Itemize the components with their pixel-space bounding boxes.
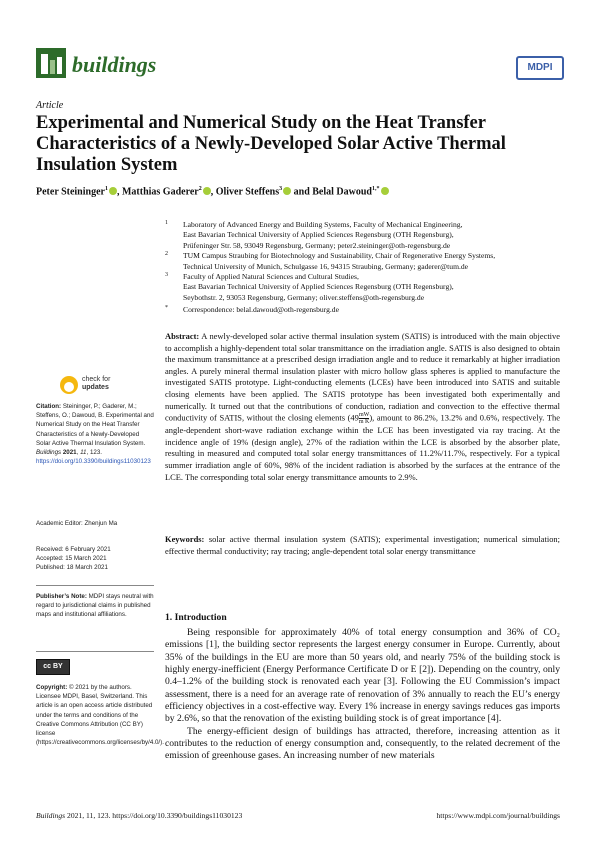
orcid-icon[interactable]	[283, 187, 291, 195]
cc-by-license-icon[interactable]: cc BY	[36, 659, 70, 675]
keywords: Keywords: solar active thermal insulation system (SATIS); experimental investigation; numerical simulation; effective thermal conductivity; ray tracing; angle-dependent total solar energy transmittance	[165, 534, 560, 556]
journal-logo-icon	[36, 48, 66, 78]
author-affil-sup: 3	[279, 186, 283, 192]
footer-journal-url[interactable]: https://www.mdpi.com/journal/buildings	[436, 811, 560, 820]
accepted-date: Accepted: 15 March 2021	[36, 555, 107, 563]
academic-editor: Academic Editor: Zhenjun Ma	[36, 520, 118, 527]
received-date: Received: 6 February 2021	[36, 546, 111, 553]
orcid-icon[interactable]	[203, 187, 211, 195]
author-name: Belal Dawoud	[312, 186, 372, 198]
article-type: Article	[36, 100, 64, 111]
section-body	[165, 627, 560, 763]
abstract: Abstract: A newly-developed solar active thermal insulation system (SATIS) is introduced with the main objective to accomplish a highly-dependent total solar transmittance on the irradiation angle. SATIS is also designed to obtain the maximum transmittance at a prescribed design irradiation angle and to reduce it remarkably at higher irradiation angles. A purely mineral thermal insulation plaster with micro hollow glass spheres is applied to manufacture the investigated SATIS prototype. Light-conducting elements (LCEs) have been introduced into SATIS and suitable closing elements have been applied. The SATIS prototype has been investigated both experimentally and numerically. It turned out that the contributions of conduction, radiation and convection to the effective thermal conductivity of SATIS, without the closing elements (49 $\frac{mW}{\text{m K}}$ ), amount to 86.2%, 13.2% and 0.6%, respectively. The angle-dependent short-wave radiation exchange within the LCE has been investigated via ray tracing. At the incidence angle of 19% (design angle), 27% of the radiation within the LCE is absorbed by the absorber plate, resulting in measured and computed total solar energy transmittances of 11.2%/11.7%, respectively. For a typical summer irradiation angle of 60%, 98% of the incident radiation is absorbed by the surfaces at the entrance of the LCE. The corresponding total solar energy transmittance amounts to 2.9%.	[165, 331, 560, 482]
author-list: Peter Steininger$^1$ , Matthias Gaderer$^2$ , Oliver Steffens$^3$ and Belal Dawoud$^{1,*}$	[36, 186, 561, 197]
check-updates-icon	[60, 376, 78, 394]
author-name: Matthias Gaderer	[121, 186, 199, 198]
author-affil-sup: 1,*	[372, 186, 380, 192]
publisher-logo[interactable]: MDPI	[516, 56, 564, 80]
copyright-block: Copyright: © 2021 by the authors. Licensee MDPI, Basel, Switzerland. This article is an open access article distributed under the terms and conditions of the Creative Commons Attribution (CC BY) license (https://creativecommons.org/licenses/by/4.0/).	[36, 684, 164, 747]
paragraph: Being responsible for approximately 40% of total energy consumption and 36% of CO₂ emissions [1], the building sector represents the largest energy consumer in Europe. Currently, about 35% of the buildings in the EU are more than 50 years old, and nearly 75% of the building stock is highly energy-inefficient (Energy Performance Certificate D or E [2]). Depending on the country, only 0.4–1.2% of the building stock is renovated each year [3]. Following the EU Commission’s impact assessment, there is a need for an average rate of renovation of 3% annually to reach the EU’s energy efficiency objectives in a cost-effective way. Every 1% increase in energy savings reduces gas imports by 2.6%, so that the renovation of the existing building stock is of great importance [4].	[165, 627, 560, 725]
abstract-label: Abstract:	[165, 331, 200, 341]
author-affil-sup: 1	[104, 186, 108, 192]
author-affil-sup: 2	[198, 186, 202, 192]
paper-title: Experimental and Numerical Study on the Heat Transfer Characteristics of a Newly-Developed Solar Active Thermal Insulation System	[36, 113, 506, 175]
affiliations	[165, 220, 560, 316]
dates-block	[36, 545, 154, 573]
orcid-icon[interactable]	[381, 187, 389, 195]
publisher-note: Publisher’s Note: MDPI stays neutral with regard to jurisdictional claims in published maps and institutional affiliations.	[36, 593, 154, 619]
author-name: Oliver Steffens	[215, 186, 280, 198]
published-date: Published: 18 March 2021	[36, 564, 108, 572]
footer-citation: Buildings 2021, 11, 123. https://doi.org/10.3390/buildings11030123	[36, 811, 243, 820]
affiliation-item: 1 Laboratory of Advanced Energy and Building Systems, Faculty of Mechanical Engineering, East Bavarian Technical University of Applied Sciences Regensburg (OTH Regensburg), Prüfeninger Str. 58, 93049 Regensburg, Germany; peter2.steininger@oth-regensburg.de	[165, 220, 463, 250]
paragraph: The energy-efficient design of buildings has attracted, therefore, increasing attention as it contributes to the reduction of energy consumption and, consequently, to the related decrement of the emission of greenhouse gases. An increasing number of new materials	[165, 725, 560, 762]
affiliation-item: 2 TUM Campus Straubing for Biotechnology and Sustainability, Chair of Regenerative Energy Systems, Technical University of Munich, Schulgasse 16, 94315 Straubing, Germany; gaderer@tum.de	[165, 251, 496, 271]
journal-name: buildings	[72, 52, 157, 77]
sidebar-divider	[36, 651, 154, 652]
check-for-updates-button[interactable]: check for updates	[60, 374, 140, 398]
orcid-icon[interactable]	[109, 187, 117, 195]
citation-block: Citation: Steininger, P.; Gaderer, M.; Steffens, O.; Dawoud, B. Experimental and Numerical Study on the Heat Transfer Characteristics of a Newly-Developed Solar Active Thermal Insulation System. Buildings 2021, 11, 123. https://doi.org/10.3390/buildings11030123	[36, 403, 154, 466]
affiliation-item: 3 Faculty of Applied Natural Sciences and Cultural Studies, East Bavarian Technical University of Applied Sciences Regensburg (OTH Regensburg), Seybothstr. 2, 93053 Regensburg, Germany; oliver.steffens@oth-regensburg.de	[165, 272, 454, 302]
citation-doi-link[interactable]: https://doi.org/10.3390/buildings11030123	[36, 458, 151, 466]
sidebar-divider	[36, 585, 154, 586]
author-name: Peter Steininger	[36, 186, 105, 198]
section-heading: 1. Introduction	[165, 612, 227, 623]
correspondence: * Correspondence: belal.dawoud@oth-regensburg.de	[165, 305, 339, 315]
keywords-label: Keywords:	[165, 534, 205, 544]
